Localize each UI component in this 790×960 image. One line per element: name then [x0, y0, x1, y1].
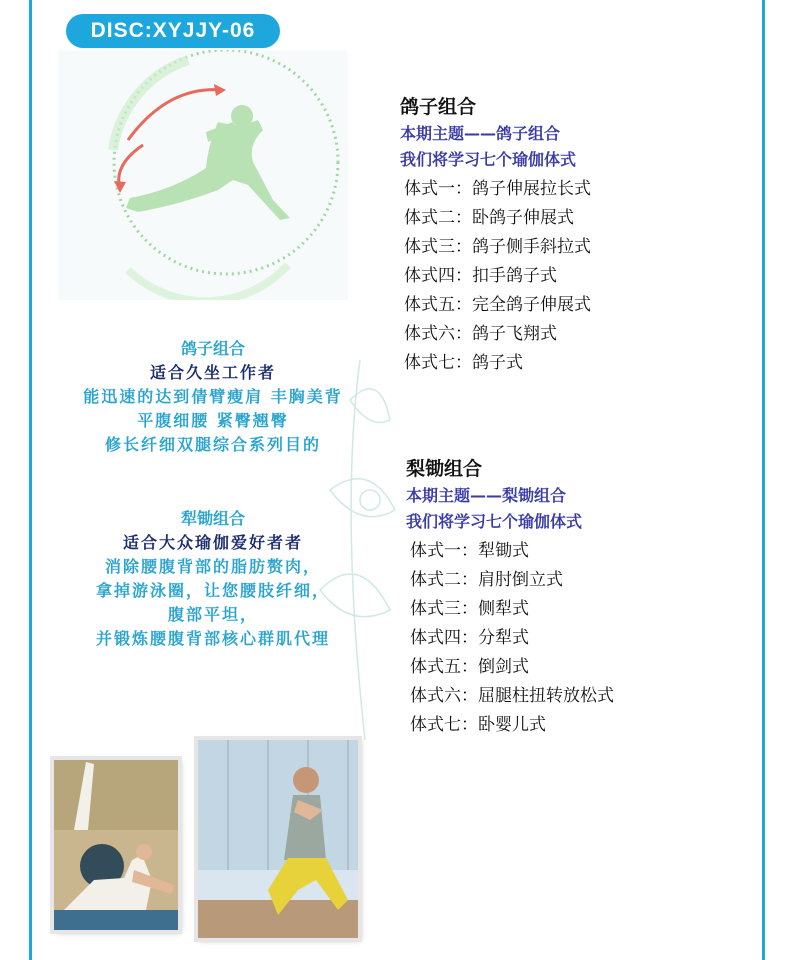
- pigeon-learn: 我们将学习七个瑜伽体式: [400, 150, 577, 169]
- plow-description: [32, 506, 394, 651]
- yoga-photo-pigeon: [198, 740, 358, 938]
- plow-desc-title: 犁锄组合: [180, 509, 245, 528]
- pose-item: 体式三：侧犁式: [410, 599, 529, 619]
- pose-item: 体式七：鸽子式: [404, 353, 523, 373]
- pigeon-desc-line: 能迅速的达到倩臂瘦肩 丰胸美背: [83, 387, 343, 406]
- pose-item: 体式一：鸽子伸展拉长式: [404, 179, 591, 199]
- plow-desc-line: 拿掉游泳圈，让您腰肢纤细，: [95, 581, 330, 600]
- pose-item: 体式五：倒剑式: [410, 657, 529, 677]
- plow-desc-line: 腹部平坦，: [167, 605, 258, 624]
- pose-item: 体式二：卧鸽子伸展式: [404, 208, 574, 228]
- hero-illustration: [58, 50, 348, 300]
- plow-desc-line: 适合大众瑜伽爱好者者: [122, 533, 303, 552]
- pigeon-desc-line: 修长纤细双腿综合系列目的: [104, 435, 321, 454]
- yoga-photo-plow: [54, 760, 178, 930]
- pigeon-theme: 本期主题——鸽子组合: [400, 124, 561, 143]
- plow-section-title: 梨锄组合: [406, 458, 483, 480]
- plow-theme: 本期主题——梨锄组合: [406, 486, 567, 505]
- pose-item: 体式五：完全鸽子伸展式: [404, 295, 591, 315]
- pose-item: 体式四：扣手鸽子式: [404, 266, 557, 286]
- pigeon-section-title: 鸽子组合: [400, 96, 477, 118]
- pose-item: 体式一：犁锄式: [410, 541, 529, 561]
- left-border: [0, 0, 32, 960]
- pigeon-desc-line: 平腹细腰 紧臀翘臀: [137, 411, 289, 430]
- pigeon-desc-line: 适合久坐工作者: [149, 363, 276, 382]
- pose-item: 体式七：卧婴儿式: [410, 715, 546, 735]
- pigeon-desc-title: 鸽子组合: [180, 339, 245, 358]
- plow-desc-line: 并锻炼腰腹背部核心群肌代理: [95, 629, 330, 648]
- plow-desc-line: 消除腰腹背部的脂肪赘肉，: [104, 557, 321, 576]
- plow-learn: 我们将学习七个瑜伽体式: [406, 512, 583, 531]
- pose-item: 体式六：屈腿柱扭转放松式: [410, 686, 614, 706]
- right-border: [762, 0, 790, 960]
- pigeon-description: [32, 336, 394, 457]
- yoga-silhouette-icon: [58, 50, 348, 300]
- pose-item: 体式二：肩肘倒立式: [410, 570, 563, 590]
- pose-item: 体式六：鸽子飞翔式: [404, 324, 557, 344]
- pose-item: 体式三：鸽子侧手斜拉式: [404, 237, 591, 257]
- pose-item: 体式四：分犁式: [410, 628, 529, 648]
- disc-badge: DISC:XYJJY-06: [66, 14, 280, 48]
- plow-section: [406, 454, 614, 740]
- pigeon-section: [400, 92, 591, 378]
